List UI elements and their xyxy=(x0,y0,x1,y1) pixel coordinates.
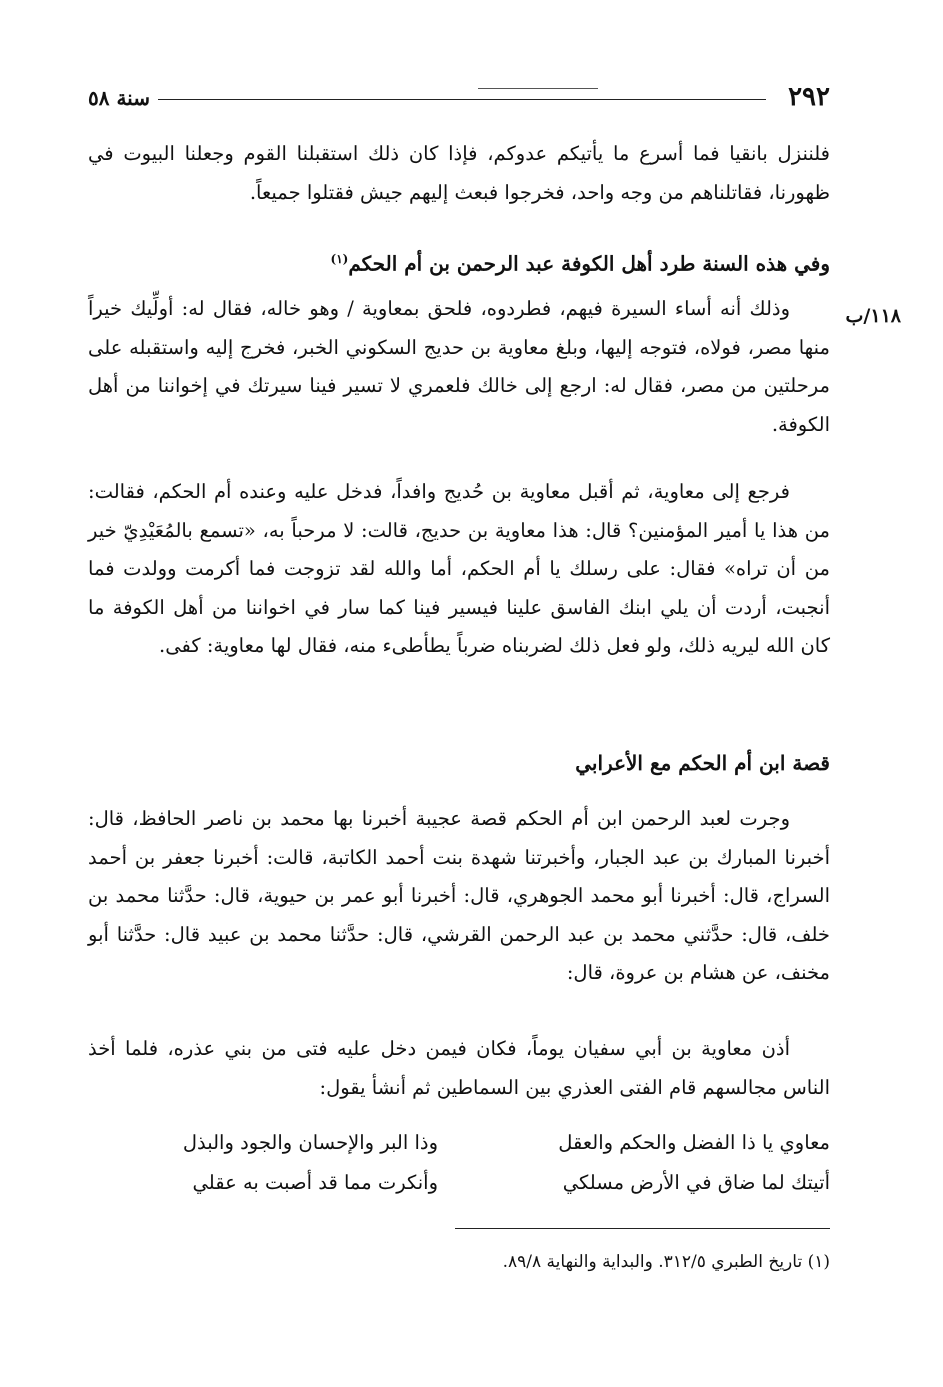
footnote: (١) تاريخ الطبري ٣١٢/٥. والبداية والنهاية ٨٩/٨. xyxy=(502,1252,830,1272)
page-number: ٢٩٢ xyxy=(788,82,830,112)
paragraph-4: وجرت لعبد الرحمن ابن أم الحكم قصة عجيبة أخبرنا بها محمد بن ناصر الحافظ، قال: أخبرنا المبارك بن عبد الجبار، وأخبرتنا شهدة بنت أحمد الكاتبة، قالت: أخبرنا جعفر بن أحمد السراج، قال: أخبرنا أبو محمد الجوهري، قال: أخبرنا أبو عمر بن حيوية، قال: حدَّثنا محمد بن خلف، قال: حدَّثني محمد بن عبد الرحمن القرشي، قال: حدَّثنا محمد بن عبيد قال: حدَّثنا أبو مخنف، عن هشام بن عروة، قال: xyxy=(88,807,830,984)
running-header xyxy=(88,82,830,112)
verse-line-2 xyxy=(88,1164,830,1202)
footnote-marker: (١) xyxy=(330,252,349,266)
section-heading-2: قصة ابن أم الحكم مع الأعرابي xyxy=(575,751,830,775)
paragraph-3: فرجع إلى معاوية، ثم أقبل معاوية بن حُديج وافداً، فدخل عليه وعنده أم الحكم، فقالت: من هذا يا أمير المؤمنين؟ قال: هذا معاوية بن حديج، قالت: لا مرحباً به، «تسمع بالمُعَيْدِيّ خير من أن تراه» فقال: على رسلك يا أم الحكم، أما والله لقد تزوجت فما أكرمت وولدت فما أنجبت، أردت أن يلي ابنك الفاسق علينا فيسير فينا كما سار في اخواننا من أهل الكوفة ما كان الله ليريه ذلك، ولو فعل ذلك لضربناه ضرباً يطأطىء منه، فقال لها معاوية: كفى. xyxy=(88,480,830,657)
verse-line-1 xyxy=(88,1124,830,1162)
verse-1-first-hemistich: معاوي يا ذا الفضل والحكم والعقل xyxy=(558,1131,830,1154)
verse-2-first-hemistich: أتيتك لما ضاق في الأرض مسلكي xyxy=(562,1171,830,1194)
paragraph-1: فلننزل بانقيا فما أسرع ما يأتيكم عدوكم، فإذا كان ذلك استقبلنا القوم وجعلنا البيوت في ظهورنا، فقاتلناهم من وجه واحد، فخرجوا فبعث إليهم جيش فقتلوا جميعاً. xyxy=(88,142,830,204)
manuscript-folio-note: ١١٨/ب xyxy=(845,305,901,327)
paragraph-2: وذلك أنه أساء السيرة فيهم، فطردوه، فلحق بمعاوية / وهو خاله، فقال له: أولِّيك خيراً منها مصر، فولاه، فتوجه إليها، وبلغ معاوية بن حديج السكوني الخبر، فخرج إليه واستقبله على مرحلتين من مصر، فقال له: ارجع إلى خالك فلعمري لا تسير فينا سيرتك في إخواننا من أهل الكوفة. xyxy=(88,297,830,436)
paragraph-5: أذن معاوية بن أبي سفيان يوماً، فكان فيمن دخل عليه فتى من بني عذره، فلما أخذ الناس مجالسهم قام الفتى العذري بين السماطين ثم أنشأ يقول: xyxy=(88,1037,830,1099)
section-heading-1 xyxy=(88,240,830,283)
header-rule xyxy=(158,99,766,100)
verse-2-second-hemistich: وأنكرت مما قد أصبت به عقلي xyxy=(192,1171,438,1194)
verse-1-second-hemistich: وذا البر والإحسان والجود والبذل xyxy=(182,1131,438,1154)
section-heading-1-text: وفي هذه السنة طرد أهل الكوفة عبد الرحمن بن أم الحكم xyxy=(348,251,830,276)
footnote-rule xyxy=(455,1228,830,1229)
header-rule-secondary xyxy=(478,88,598,89)
year-label: سنة ٥٨ xyxy=(88,86,150,110)
